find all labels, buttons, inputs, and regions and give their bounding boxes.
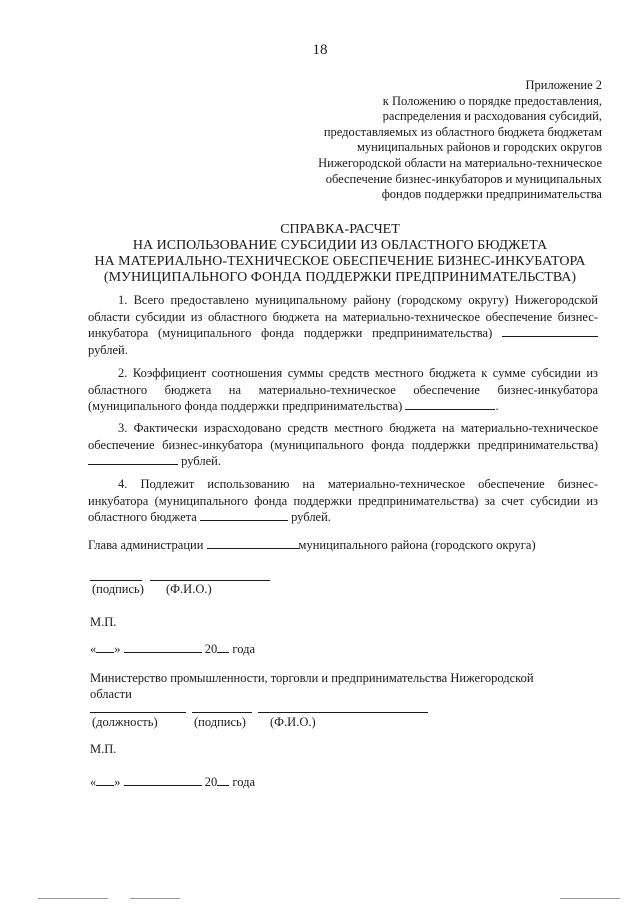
document-title xyxy=(60,222,620,286)
ministry-text: Министерство промышленности, торговли и предпринимательства Нижегородской xyxy=(90,671,534,685)
scan-artifact xyxy=(38,898,108,899)
title-line: НА МАТЕРИАЛЬНО-ТЕХНИЧЕСКОЕ ОБЕСПЕЧЕНИЕ БИЗНЕС-ИНКУБАТОРА xyxy=(94,254,586,269)
item-2 xyxy=(88,365,598,415)
item-3-blank[interactable] xyxy=(88,453,178,465)
item-1-blank[interactable] xyxy=(502,325,598,337)
date-quote-open: « xyxy=(90,642,97,656)
item-4-text: 4. Подлежит использованию на материально-техническое обеспечение бизнес-инкубатора (муниципального фонда поддержки предпринимательства) за счет субсидии из областного бюджета xyxy=(88,477,598,524)
item-4-blank[interactable] xyxy=(200,509,288,521)
head-admin-line xyxy=(88,537,608,553)
appendix-line: Нижегородской области на материально-техническое xyxy=(318,155,602,170)
signature-line-2[interactable] xyxy=(192,712,252,713)
signature-caption-2: (подпись) xyxy=(194,715,246,729)
item-4-end: рублей. xyxy=(291,510,331,524)
item-2-blank[interactable] xyxy=(405,398,495,410)
month-blank[interactable] xyxy=(124,641,202,653)
year-blank[interactable] xyxy=(217,641,229,653)
year-suffix: года xyxy=(232,775,255,789)
appendix-line: фондов поддержки предпринимательства xyxy=(381,187,602,202)
date-quote-close: » xyxy=(114,775,121,789)
item-3 xyxy=(88,420,598,470)
signature-caption: (подпись) xyxy=(92,582,144,596)
appendix-line: обеспечение бизнес-инкубаторов и муниципальных xyxy=(325,171,602,186)
position-caption: (должность) xyxy=(92,715,158,729)
date-quote-open: « xyxy=(90,775,97,789)
title-line: (МУНИЦИПАЛЬНОГО ФОНДА ПОДДЕРЖКИ ПРЕДПРИНИМАТЕЛЬСТВА) xyxy=(103,270,577,285)
item-3-text: 3. Фактически израсходовано средств местного бюджета на материально-техническое обеспечение бизнес-инкубатора (муниципального фонда поддержки предпринимательства) xyxy=(88,421,598,452)
head-admin-suffix: муниципального района (городского округа) xyxy=(298,538,536,552)
appendix-line: предоставляемых из областного бюджета бюджетам xyxy=(323,124,602,139)
year-suffix: года xyxy=(232,642,255,656)
date-line-2 xyxy=(90,774,255,790)
stamp-place: М.П. xyxy=(90,615,117,629)
year-prefix: 20 xyxy=(204,642,218,656)
month-blank[interactable] xyxy=(124,774,202,786)
item-1-text: 1. Всего предоставлено муниципальному району (городскому округу) Нижегородской области субсидии из областного бюджета на материально-техническое обеспечение бизнес-инкубатора (муниципального фонда поддержки предпринимательства) xyxy=(88,293,598,340)
scan-artifact xyxy=(560,898,620,899)
fio-caption-2: (Ф.И.О.) xyxy=(270,715,316,729)
date-line xyxy=(90,641,255,657)
title-line: СПРАВКА-РАСЧЕТ xyxy=(280,222,400,237)
item-2-text: 2. Коэффициент соотношения суммы средств местного бюджета к сумме субсидии из областного бюджета на материально-техническое обеспечение бизнес-инкубатора (муниципального фонда поддержки предпринимательства) xyxy=(88,366,598,413)
item-4 xyxy=(88,476,598,526)
date-quote-close: » xyxy=(114,642,121,656)
fio-line-2[interactable] xyxy=(258,712,428,713)
appendix-header xyxy=(222,78,602,203)
item-1-end: рублей. xyxy=(88,342,128,357)
item-3-end: рублей. xyxy=(181,454,221,468)
appendix-line: муниципальных районов и городских округов xyxy=(356,140,602,155)
position-line[interactable] xyxy=(90,712,186,713)
ministry-text-cont: области xyxy=(90,687,132,701)
head-admin-label: Глава администрации xyxy=(88,538,204,552)
stamp-place-2: М.П. xyxy=(90,742,117,756)
fio-caption: (Ф.И.О.) xyxy=(166,582,212,596)
head-admin-blank[interactable] xyxy=(207,537,299,549)
day-blank[interactable] xyxy=(96,641,114,653)
appendix-line: Приложение 2 xyxy=(525,78,602,92)
title-line: НА ИСПОЛЬЗОВАНИЕ СУБСИДИИ ИЗ ОБЛАСТНОГО БЮДЖЕТА xyxy=(132,238,548,253)
item-2-end: . xyxy=(495,399,499,413)
item-1 xyxy=(88,292,598,358)
year-blank[interactable] xyxy=(217,774,229,786)
appendix-line: к Положению о порядке предоставления, xyxy=(382,93,602,108)
page-number: 18 xyxy=(312,42,328,58)
scan-artifact xyxy=(130,898,180,899)
appendix-line: распределения и расходования субсидий, xyxy=(382,109,602,124)
day-blank[interactable] xyxy=(96,774,114,786)
year-prefix: 20 xyxy=(204,775,218,789)
